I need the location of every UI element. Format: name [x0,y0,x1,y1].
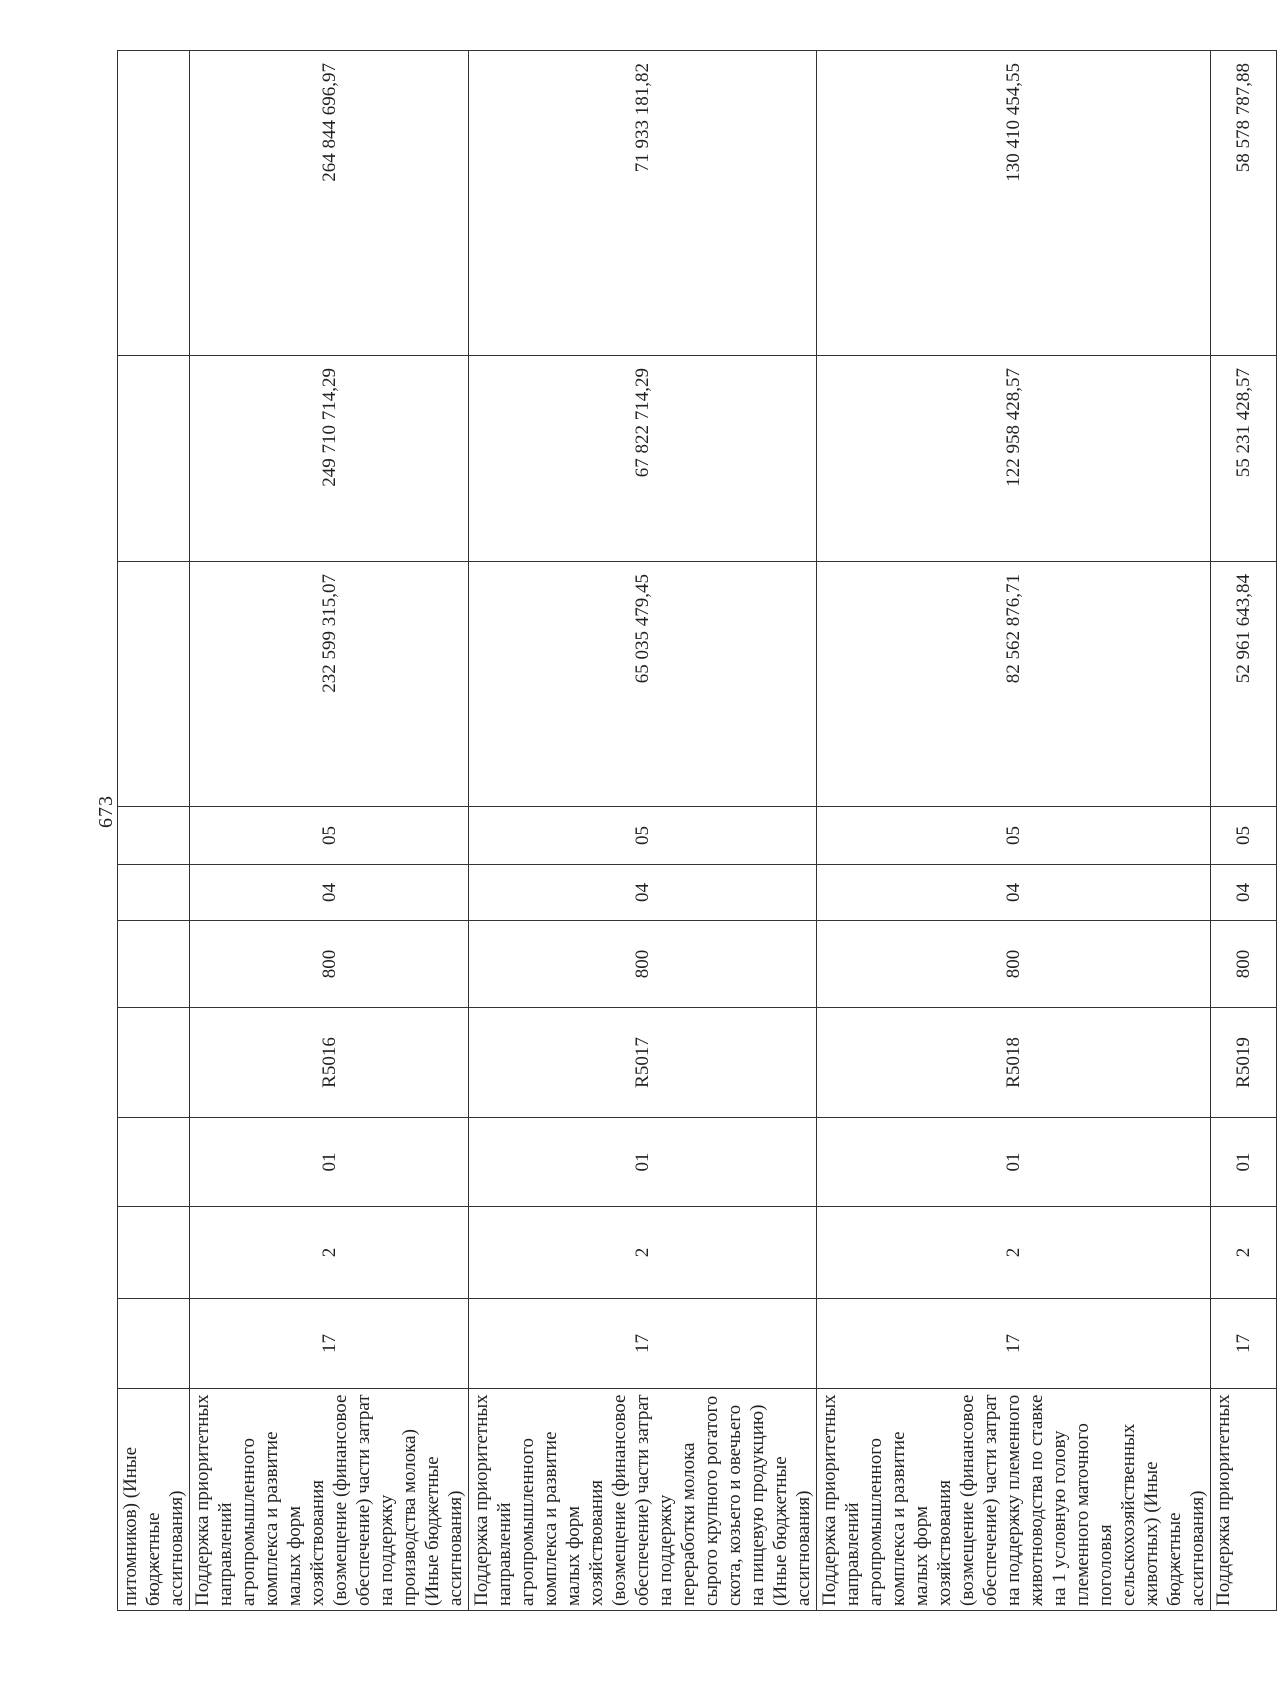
amount-year-3-cell: 58 578 787,88 [1211,51,1277,356]
expense-direction-cell: R5017 [469,1008,817,1118]
amount-year-2-cell: 67 822 714,29 [469,356,817,562]
expense-type-cell: 800 [190,921,469,1008]
amount-year-2-cell: 122 958 428,57 [817,356,1211,562]
subsection-code-cell: 05 [469,807,817,865]
expense-type-cell: 800 [1211,921,1277,1008]
section-code-cell: 04 [817,865,1211,921]
amount-year-1-cell: 52 961 643,84 [1211,562,1277,807]
expense-direction-cell: R5018 [817,1008,1211,1118]
subsection-code-cell: 05 [817,807,1211,865]
amount-year-2-cell [118,356,190,562]
budget-table-body [118,51,1277,1611]
row-name-cell: Поддержка приоритетных [1211,1389,1277,1611]
table-row [817,51,1211,1611]
amount-year-1-cell [118,562,190,807]
amount-year-1-cell: 232 599 315,07 [190,562,469,807]
section-code-cell: 04 [469,865,817,921]
subsection-code-cell [118,807,190,865]
expense-direction-cell: R5016 [190,1008,469,1118]
main-event-code-cell: 01 [817,1118,1211,1207]
row-name-cell: Поддержка приоритетных направлений агропромышленного комплекса и развитие малых форм хозяйствования (возмещение (финансовое обеспечение) части затрат на поддержку производства молока) (Иные бюджетные ассигнования) [190,1389,469,1611]
subprogram-code-cell [118,1207,190,1299]
table-row [1211,51,1277,1611]
amount-year-1-cell: 82 562 876,71 [817,562,1211,807]
row-name-cell: Поддержка приоритетных направлений агропромышленного комплекса и развитие малых форм хозяйствования (возмещение (финансовое обеспечение) части затрат на поддержку переработки молока сырого крупного рогатого скота, козьего и овечьего на пищевую продукцию) (Иные бюджетные ассигнования) [469,1389,817,1611]
page-number: 673 [95,795,117,828]
row-name-cell: питомников) (Иные бюджетные ассигнования) [118,1389,190,1611]
table-row [469,51,817,1611]
amount-year-3-cell: 130 410 454,55 [817,51,1211,356]
amount-year-2-cell: 249 710 714,29 [190,356,469,562]
section-code-cell [118,865,190,921]
main-event-code-cell: 01 [1211,1118,1277,1207]
main-event-code-cell: 01 [190,1118,469,1207]
program-code-cell: 17 [469,1299,817,1389]
expense-type-cell: 800 [817,921,1211,1008]
section-code-cell: 04 [1211,865,1277,921]
subprogram-code-cell: 2 [190,1207,469,1299]
program-code-cell: 17 [190,1299,469,1389]
expense-type-cell [118,921,190,1008]
amount-year-3-cell: 71 933 181,82 [469,51,817,356]
amount-year-3-cell: 264 844 696,97 [190,51,469,356]
budget-table [117,50,1277,1611]
row-name-cell: Поддержка приоритетных направлений агропромышленного комплекса и развитие малых форм хозяйствования (возмещение (финансовое обеспечение) части затрат на поддержку племенного животноводства по ставке на 1 условную голову племенного маточного поголовья сельскохозяйственных животных) (Иные бюджетные ассигнования) [817,1389,1211,1611]
expense-direction-cell [118,1008,190,1118]
subprogram-code-cell: 2 [817,1207,1211,1299]
table-row [118,51,190,1611]
amount-year-2-cell: 55 231 428,57 [1211,356,1277,562]
main-event-code-cell: 01 [469,1118,817,1207]
subprogram-code-cell: 2 [1211,1207,1277,1299]
program-code-cell: 17 [817,1299,1211,1389]
subsection-code-cell: 05 [1211,807,1277,865]
amount-year-1-cell: 65 035 479,45 [469,562,817,807]
program-code-cell: 17 [1211,1299,1277,1389]
subsection-code-cell: 05 [190,807,469,865]
program-code-cell [118,1299,190,1389]
table-row [190,51,469,1611]
section-code-cell: 04 [190,865,469,921]
subprogram-code-cell: 2 [469,1207,817,1299]
amount-year-3-cell [118,51,190,356]
main-event-code-cell [118,1118,190,1207]
expense-type-cell: 800 [469,921,817,1008]
expense-direction-cell: R5019 [1211,1008,1277,1118]
budget-table-rotated [117,51,1254,1611]
